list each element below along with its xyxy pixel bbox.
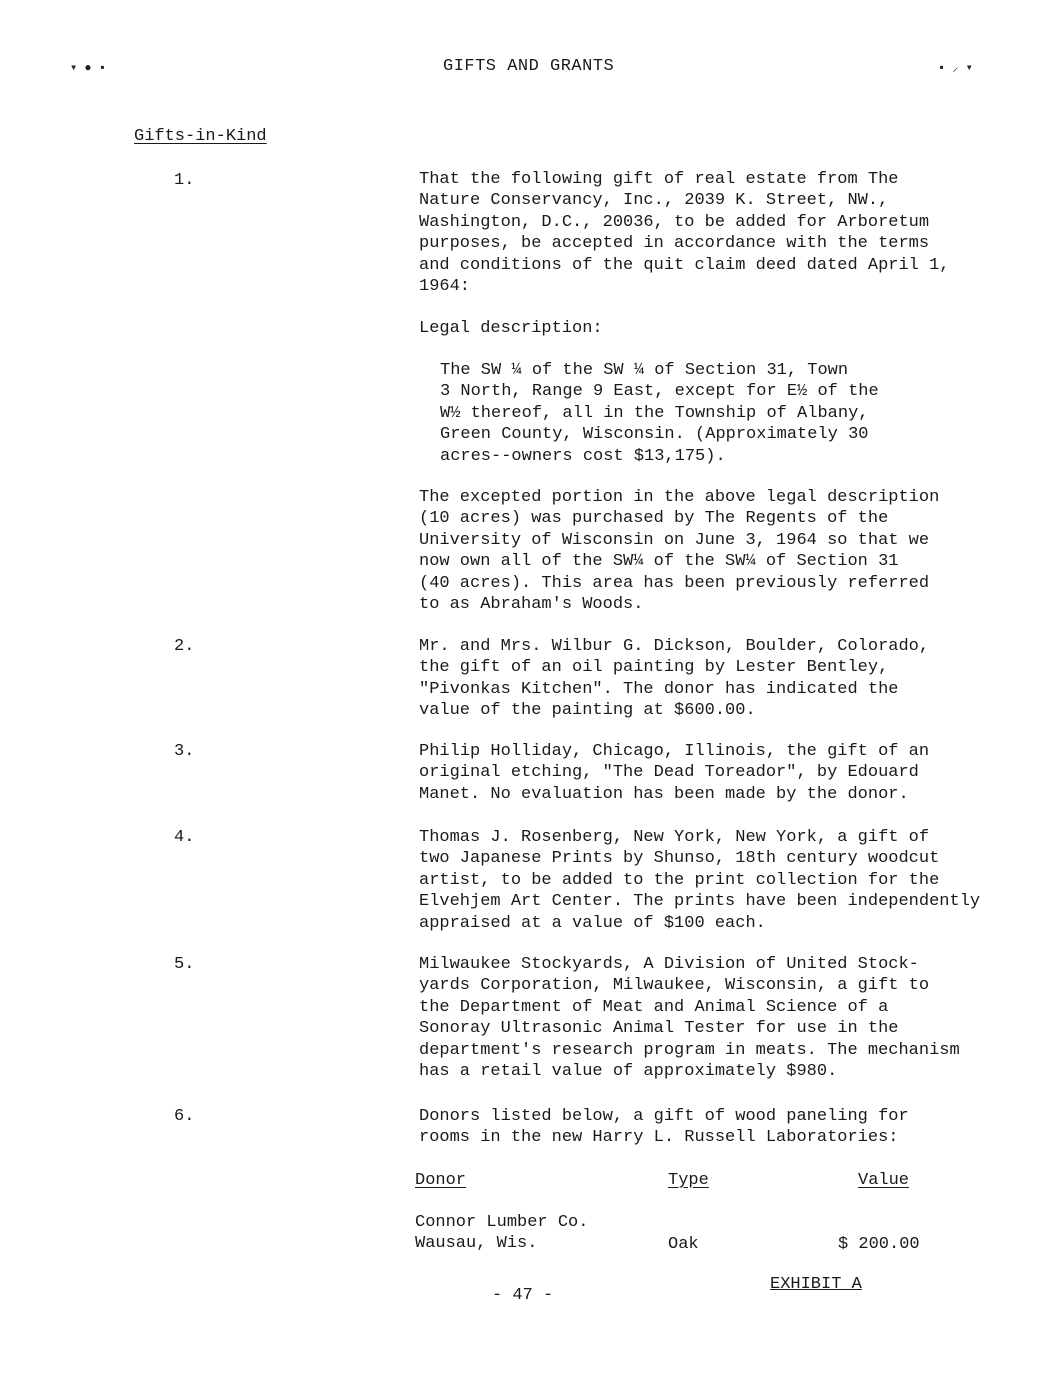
page-number: - 47 - (492, 1286, 554, 1305)
item-3-text: Philip Holliday, Chicago, Illinois, the gift of an original etching, "The Dead Toreador", by Edouard Manet. No evaluation has been made by the donor. (419, 742, 930, 804)
table-header-donor: Donor (415, 1171, 467, 1190)
table-header-value: Value (858, 1171, 910, 1190)
item-1-note: The excepted portion in the above legal description (10 acres) was purchased by The Regents of the University of Wisconsin on June 3, 1964 so that we now own all of the SW¼ of the SW¼ of Section 31 (40 acres). This area has been previously referred to as Abraham's Woods. (419, 488, 940, 615)
page-header-title: GIFTS AND GRANTS (443, 57, 615, 76)
header-left-marks: ▾ ● ▪ (70, 61, 107, 75)
section-heading: Gifts-in-Kind (134, 127, 267, 146)
legal-description-text: The SW ¼ of the SW ¼ of Section 31, Town 3 North, Range 9 East, except for E½ of the W½ thereof, all in the Township of Albany, Green County, Wisconsin. (Approximately 30 acres--owners cost $13,175). (440, 361, 879, 466)
item-number: 6. (174, 1107, 195, 1126)
exhibit-label: EXHIBIT A (770, 1275, 862, 1294)
item-6-text: Donors listed below, a gift of wood paneling for rooms in the new Harry L. Russell Laboratories: (419, 1107, 909, 1148)
legal-description-heading: Legal description: (419, 319, 603, 338)
table-cell-value: $ 200.00 (838, 1235, 920, 1254)
header-right-marks: ▪ ⸝ ▾ (938, 61, 973, 75)
item-number: 1. (174, 171, 195, 190)
table-header-type: Type (668, 1171, 709, 1190)
item-2-text: Mr. and Mrs. Wilbur G. Dickson, Boulder, Colorado, the gift of an oil painting by Lester Bentley, "Pivonkas Kitchen". The donor has indicated the value of the painting at $600.00. (419, 637, 930, 721)
table-cell-donor: Connor Lumber Co. Wausau, Wis. (415, 1213, 589, 1254)
item-4-text: Thomas J. Rosenberg, New York, New York, a gift of two Japanese Prints by Shunso, 18th century woodcut artist, to be added to the print collection for the Elvehjem Art Center. The prints have been independently appraised at a value of $100 each. (419, 828, 981, 933)
item-number: 4. (174, 828, 195, 847)
item-number: 5. (174, 955, 195, 974)
item-5-text: Milwaukee Stockyards, A Division of United Stock- yards Corporation, Milwaukee, Wisconsin, a gift to the Department of Meat and Animal Science of a Sonoray Ultrasonic Animal Tester for use in the department's research program in meats. The mechanism has a retail value of approximately $980. (419, 955, 960, 1082)
item-1-intro: That the following gift of real estate from The Nature Conservancy, Inc., 2039 K. Street, NW., Washington, D.C., 20036, to be added for Arboretum purposes, be accepted in accordance with the terms and conditions of the quit claim deed dated April 1, 1964: (419, 170, 950, 297)
item-number: 2. (174, 637, 195, 656)
item-number: 3. (174, 742, 195, 761)
table-cell-type: Oak (668, 1235, 699, 1254)
